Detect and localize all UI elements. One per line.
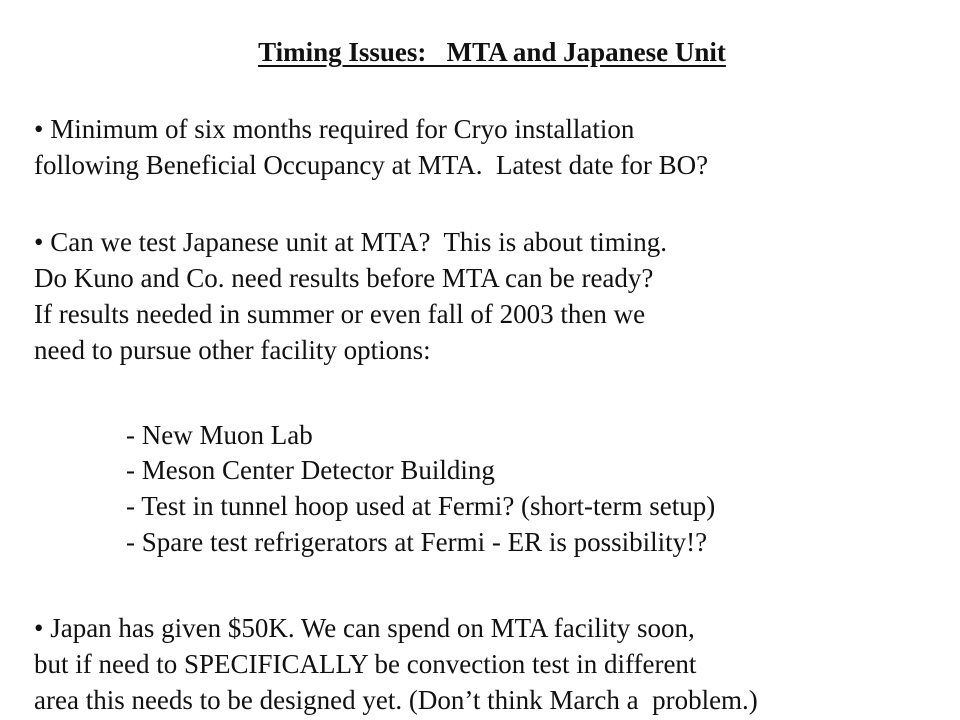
bullet2-line1: • Can we test Japanese unit at MTA? This is about timing. [34, 227, 667, 257]
bullet3-line1: • Japan has given $50K. We can spend on MTA facility soon, [34, 613, 695, 643]
option-spare-refrigerators: - Spare test refrigerators at Fermi - ER is possibility!? [126, 527, 708, 557]
bullet2-line3: If results needed in summer or even fall of 2003 then we [34, 299, 646, 329]
bullet2-line2: Do Kuno and Co. need results before MTA can be ready? [34, 263, 654, 293]
bullet1-line1: • Minimum of six months required for Cryo installation [34, 114, 635, 144]
option-meson-center: - Meson Center Detector Building [126, 455, 495, 485]
option-tunnel-hoop: - Test in tunnel hoop used at Fermi? (short-term setup) [126, 491, 716, 521]
bullet3-line2: but if need to SPECIFICALLY be convection test in different [34, 649, 697, 679]
bullet3-line3: area this needs to be designed yet. (Don’t think March a problem.) [34, 685, 758, 715]
slide-title: Timing Issues: MTA and Japanese Unit [258, 37, 726, 67]
bullet1-line2: following Beneficial Occupancy at MTA. Latest date for BO? [34, 150, 709, 180]
bullet2-line4: need to pursue other facility options: [34, 335, 431, 365]
option-new-muon-lab: - New Muon Lab [126, 420, 313, 450]
